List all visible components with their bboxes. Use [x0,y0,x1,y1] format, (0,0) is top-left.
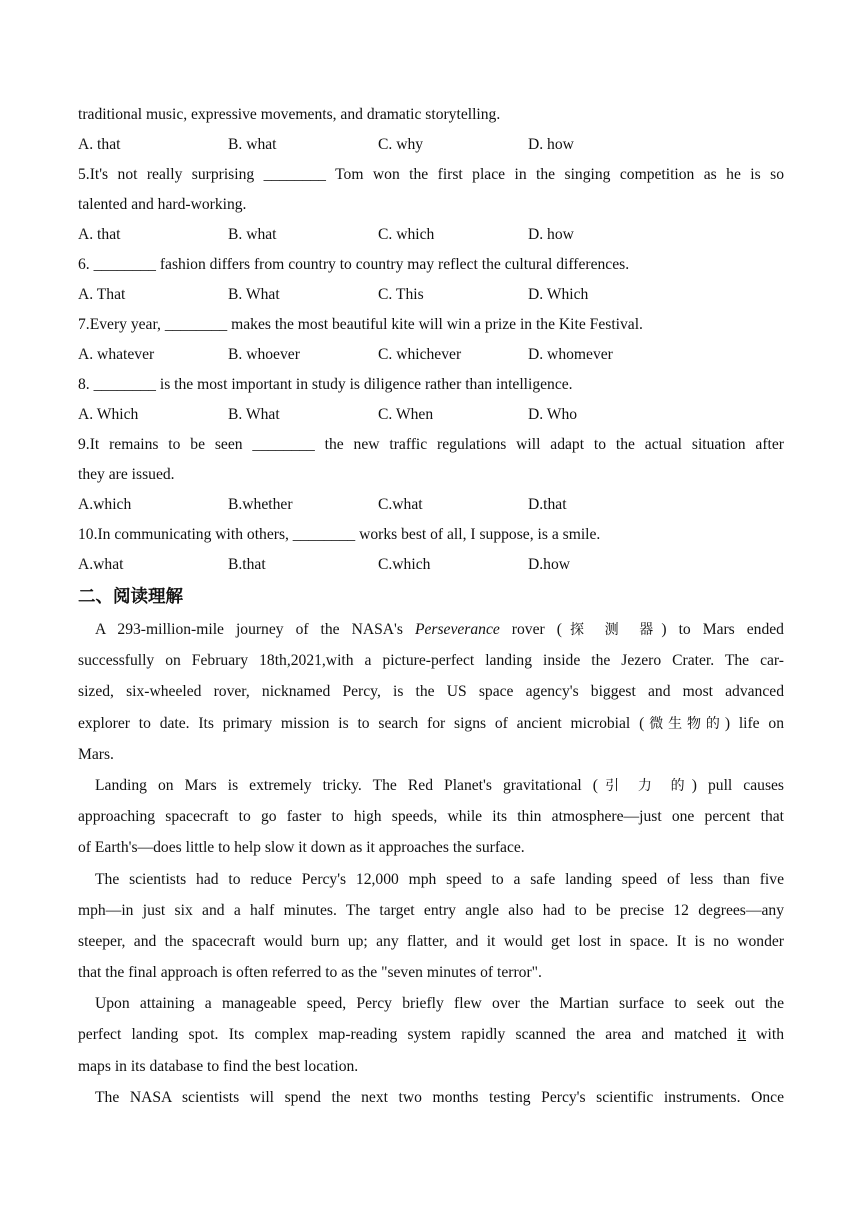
option-a: A. whatever [78,346,155,363]
question-9-text: 9.It remains to be seen ________ the new traffic regulations will adapt to the actual situation after [78,436,784,453]
option-d: D. whomever [528,346,613,363]
option-a: A.which [78,496,132,513]
option-d: D. Which [528,286,589,303]
option-d: D. how [528,136,574,153]
option-b: B.that [228,556,266,573]
passage-line: that the final approach is often referred to as the "seven minutes of terror". [78,964,542,982]
passage-line: sized, six-wheeled rover, nicknamed Percy, is the US space agency's biggest and most advanced [78,683,784,701]
option-a: A. Which [78,406,139,423]
option-d: D.how [528,556,571,573]
passage-line: steeper, and the spacecraft would burn up; any flatter, and it would get lost in space. It is no wonder [78,932,784,950]
question-6-text: 6. ________ fashion differs from country to country may reflect the cultural differences. [78,256,630,273]
option-b: B. What [228,286,280,303]
passage-line: The scientists had to reduce Percy's 12,000 mph speed to a safe landing speed of less than five [95,870,784,888]
passage-line: approaching spacecraft to go faster to high speeds, while its thin atmosphere—just one percent that [78,808,784,826]
rover-name: Perseverance [414,621,500,638]
option-c: C.what [378,496,423,513]
question-8-text: 8. ________ is the most important in study is diligence rather than intelligence. [78,376,573,393]
passage-line: Mars. [78,745,114,763]
question-8-options [78,400,784,430]
option-c: C.which [378,556,431,573]
passage-line: The NASA scientists will spend the next two months testing Percy's scientific instruments. Once [95,1088,784,1106]
passage-line: of Earth's—does little to help slow it down as it approaches the surface. [78,839,525,857]
option-b: B. whoever [228,346,300,363]
passage-line: explorer to date. Its primary mission is to search for signs of ancient microbial (微生物的) life on [78,714,784,732]
passage-line: A 293-million-mile journey of the NASA's Perseverance rover (探 测 器) to Mars ended [95,621,784,638]
passage-line: Landing on Mars is extremely tricky. The Red Planet's gravitational (引 力 的) pull causes [95,776,784,794]
passage-line: mph—in just six and a half minutes. The target entry angle also had to be precise 12 degrees—any [78,901,784,919]
question-5-text-cont: talented and hard-working. [78,196,247,213]
option-b: B. what [228,226,277,243]
option-d: D.that [528,496,567,513]
passage-line: maps in its database to find the best location. [78,1057,359,1075]
option-b: B.whether [228,496,293,513]
question-5-options [78,220,784,250]
option-a: A. That [78,286,126,303]
reading-passage [78,614,784,1113]
passage-line: successfully on February 18th,2021,with a picture-perfect landing inside the Jezero Crater. The car- [78,652,784,670]
document-page [78,100,784,1113]
option-c: C. why [378,136,424,153]
passage-line: Upon attaining a manageable speed, Percy briefly flew over the Martian surface to seek out the [95,995,784,1013]
option-d: D. Who [528,406,578,423]
question-7-text: 7.Every year, ________ makes the most beautiful kite will win a prize in the Kite Festival. [78,316,643,333]
passage-line: perfect landing spot. Its complex map-reading system rapidly scanned the area and matched it with [78,1026,784,1044]
question-7-options [78,340,784,370]
option-a: A. that [78,136,121,153]
question-6-options [78,280,784,310]
option-a: A.what [78,556,124,573]
option-c: C. whichever [378,346,462,363]
option-b: B. what [228,136,277,153]
question-4-options [78,130,784,160]
underlined-word: it [737,1026,747,1044]
question-10-text: 10.In communicating with others, ________ works best of all, I suppose, is a smile. [78,526,601,543]
question-5-text: 5.It's not really surprising ________ Tom won the first place in the singing competition as he is so [78,166,784,183]
option-c: C. which [378,226,435,243]
option-c: C. When [378,406,434,423]
option-d: D. how [528,226,574,243]
question-9-options [78,490,784,520]
option-b: B. What [228,406,280,423]
question-4-tail: traditional music, expressive movements, and dramatic storytelling. [78,106,501,123]
question-10-options [78,550,784,580]
section-title: 二、阅读理解 [78,587,183,607]
option-a: A. that [78,226,121,243]
option-c: C. This [378,286,424,303]
question-9-text-cont: they are issued. [78,466,175,483]
